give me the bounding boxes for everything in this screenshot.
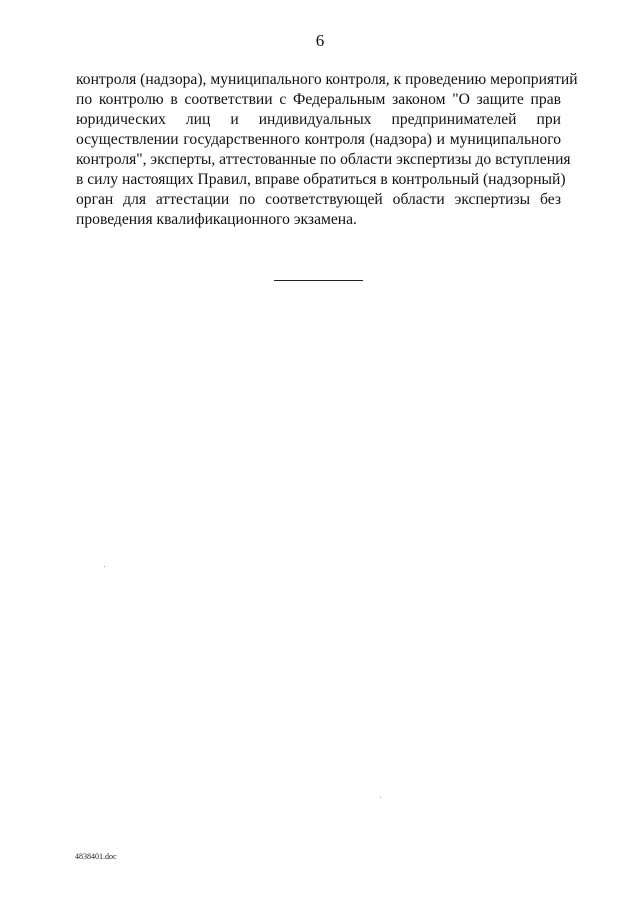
paragraph-line-4: осуществлении государственного контроля (надзора) и муниципального <box>76 131 561 148</box>
scan-speck <box>380 797 381 798</box>
paragraph-line-2: по контролю в соответствии с Федеральным законом "О защите прав <box>76 91 561 108</box>
scan-speck <box>104 566 105 567</box>
end-of-text-rule <box>274 280 363 281</box>
paragraph-line-5: контроля", эксперты, аттестованные по области экспертизы до вступления <box>76 151 571 168</box>
body-paragraph <box>76 70 578 230</box>
paragraph-line-8: проведения квалификационного экзамена. <box>76 211 357 228</box>
paragraph-line-7: орган для аттестации по соответствующей области экспертизы без <box>76 191 561 208</box>
paragraph-line-1: контроля (надзора), муниципального контроля, к проведению мероприятий <box>76 71 578 88</box>
document-file-name: 4838401.doc <box>75 852 117 861</box>
paragraph-line-3: юридических лиц и индивидуальных предпринимателей при <box>76 111 561 128</box>
paragraph-line-6: в силу настоящих Правил, вправе обратиться в контрольный (надзорный) <box>76 171 566 188</box>
page-number: 6 <box>315 31 325 50</box>
